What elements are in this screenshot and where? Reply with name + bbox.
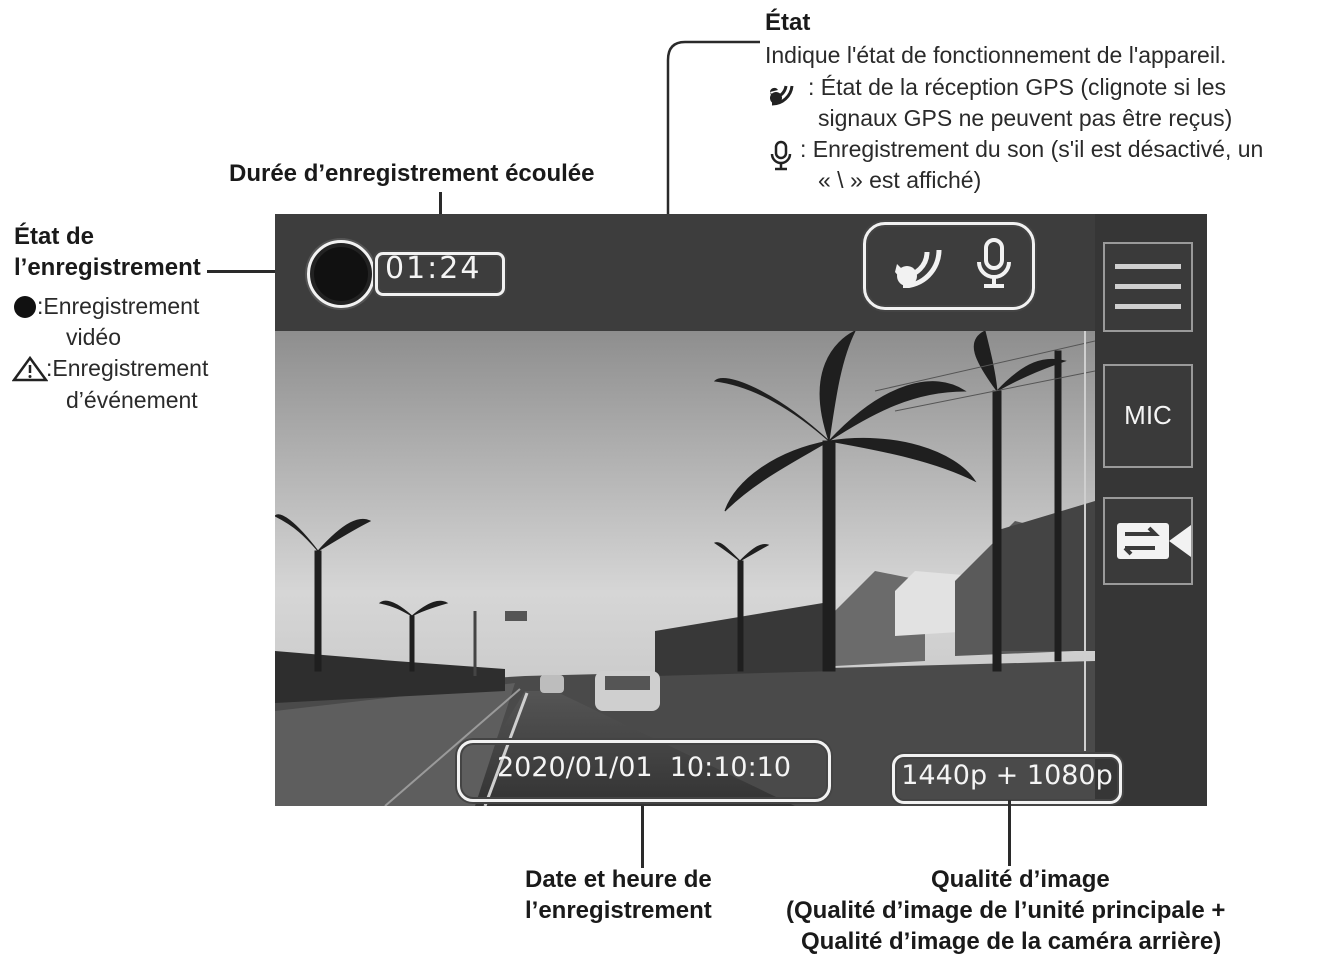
camera-switch-button[interactable] — [1103, 497, 1193, 585]
quality-connector — [1008, 800, 1011, 866]
elapsed-time: 01:24 — [385, 251, 482, 286]
camera-switch-icon — [1115, 519, 1195, 563]
video-legend-text: :Enregistrement — [37, 293, 200, 319]
date-title: Date et heure de — [525, 866, 712, 893]
event-legend-warning-icon — [12, 356, 48, 382]
menu-icon — [1115, 264, 1181, 310]
side-panel — [1095, 214, 1207, 806]
etat-description: Indique l'état de fonctionnement de l'appareil. — [765, 42, 1227, 68]
datetime-text: 2020/01/01 10:10:10 — [496, 752, 792, 783]
gps-legend-text-2: signaux GPS ne peuvent pas être reçus) — [818, 105, 1233, 131]
mic-legend-text: : Enregistrement du son (s'il est désactivé, un — [800, 136, 1264, 162]
gps-icon — [893, 242, 949, 288]
gps-legend-text: : État de la réception GPS (clignote si les — [808, 74, 1227, 100]
menu-button[interactable] — [1103, 242, 1193, 332]
mic-button[interactable] — [1103, 364, 1193, 468]
duree-title: Durée d’enregistrement écoulée — [229, 160, 595, 187]
quality-title-2: (Qualité d’image de l’unité principale + — [786, 897, 1226, 924]
etat-enreg-title: État de — [14, 223, 95, 250]
dashcam-screen — [275, 214, 1207, 806]
mic-button-label: MIC — [1124, 400, 1172, 430]
video-legend-text-2: vidéo — [66, 324, 121, 350]
camera-view-image — [275, 331, 1095, 806]
event-legend-text: :Enregistrement — [46, 355, 209, 381]
etat-enreg-title-2: l’enregistrement — [14, 254, 201, 281]
date-title-2: l’enregistrement — [525, 897, 712, 924]
date-connector — [641, 806, 644, 868]
quality-title: Qualité d’image — [931, 866, 1110, 893]
quality-title-3: Qualité d’image de la caméra arrière) — [801, 928, 1222, 955]
video-legend-dot-icon — [14, 296, 36, 318]
etat-title: État — [765, 9, 811, 36]
quality-text: 1440p + 1080p — [901, 760, 1113, 791]
record-dot-icon — [314, 247, 368, 301]
record-indicator — [307, 240, 375, 308]
mic-legend-text-2: « \ » est affiché) — [818, 167, 982, 193]
event-legend-text-2: d’événement — [66, 387, 198, 413]
microphone-icon — [975, 238, 1013, 290]
